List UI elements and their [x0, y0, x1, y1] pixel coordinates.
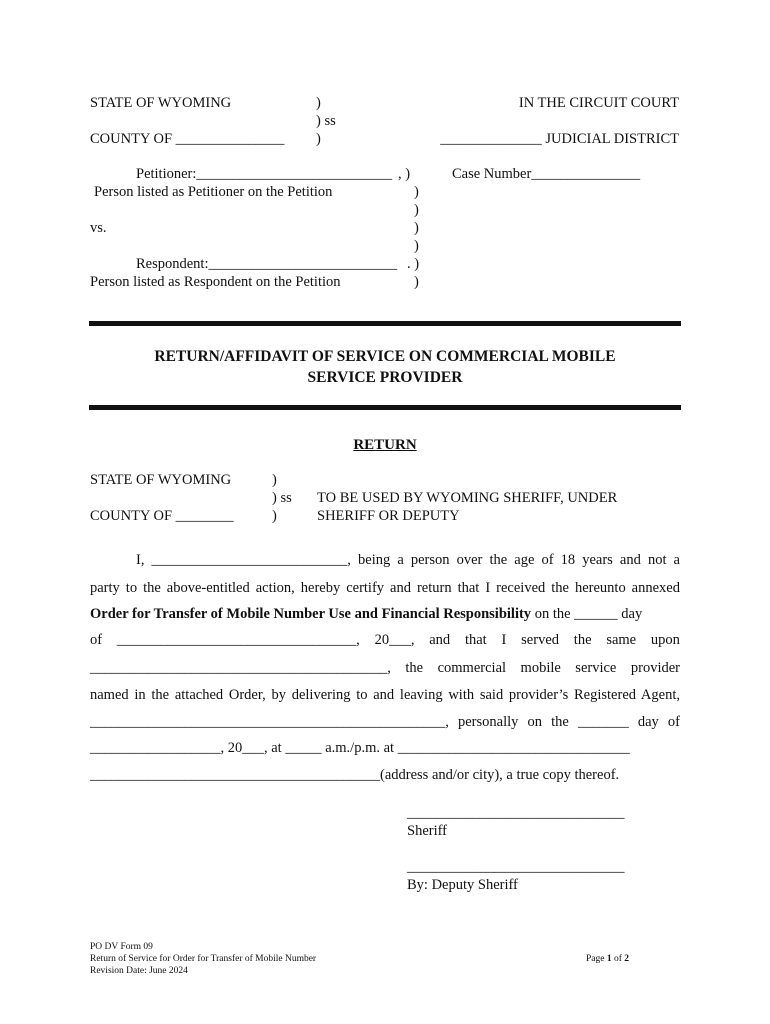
sheriff-label: Sheriff: [407, 823, 448, 839]
state-label: STATE OF WYOMING: [90, 95, 232, 111]
body-line-7: _________________________________________________, personally on the _______ day of: [90, 714, 680, 730]
top-rule: [89, 321, 681, 326]
ss-label: ) ss: [316, 113, 336, 129]
judicial-district: ______________ JUDICIAL DISTRICT: [440, 131, 679, 147]
body-line-4: [90, 633, 680, 648]
caption-paren: ): [414, 274, 419, 290]
order-title: Order for Transfer of Mobile Number Use and Financial Responsibility: [90, 606, 532, 622]
word: and: [429, 632, 451, 648]
return-note-line1: TO BE USED BY WYOMING SHERIFF, UNDER: [317, 490, 618, 506]
page-number: 1: [606, 954, 612, 964]
caption-paren: ): [316, 95, 321, 111]
form-title-line1: RETURN/AFFIDAVIT OF SERVICE ON COMMERCIAL MOBILE: [154, 348, 616, 365]
page-prefix: Page: [586, 954, 607, 964]
body-line-6: named in the attached Order, by delivering to and leaving with said provider’s Registered Agent,: [90, 687, 680, 703]
word: the: [573, 632, 592, 648]
word: of: [90, 632, 103, 648]
respondent-sub: Person listed as Respondent on the Petition: [90, 274, 341, 290]
body-line-3-rest: on the ______ day: [531, 606, 643, 622]
word: served: [521, 632, 559, 648]
return-county: COUNTY OF ________: [90, 508, 234, 524]
caption-paren: ): [414, 184, 419, 200]
body-line-3: [90, 607, 642, 622]
word: that: [464, 632, 487, 648]
return-note-line2: SHERIFF OR DEPUTY: [317, 508, 460, 524]
court-name: IN THE CIRCUIT COURT: [518, 95, 679, 111]
footer-form: PO DV Form 09: [90, 942, 153, 952]
word: 20___,: [374, 632, 415, 648]
word: same: [606, 632, 637, 648]
deputy-signature-line: ______________________________: [407, 859, 625, 875]
body-line-2: party to the above-entitled action, hereby certify and return that I received the hereunto annexed: [90, 580, 680, 596]
word: I: [501, 632, 507, 648]
form-title-line2: SERVICE PROVIDER: [307, 369, 463, 386]
body-line-5: _________________________________________, the commercial mobile service provider: [90, 660, 680, 676]
petitioner-blank: ___________________________: [196, 166, 393, 182]
case-number: Case Number_______________: [452, 166, 641, 182]
caption-paren: ): [414, 202, 419, 218]
caption-paren: ): [414, 238, 419, 254]
return-paren: ): [272, 508, 277, 524]
return-paren: ): [272, 472, 277, 488]
body-line-8: __________________, 20___, at _____ a.m./p.m. at ________________________________: [90, 740, 630, 756]
respondent-line: [136, 257, 397, 272]
respondent-tail: . ): [407, 256, 420, 272]
petitioner-sub: Person listed as Petitioner on the Petition: [94, 184, 333, 200]
respondent-label: Respondent:: [136, 256, 209, 272]
deputy-label: By: Deputy Sheriff: [407, 877, 518, 893]
page-of: of: [611, 954, 625, 964]
body-line-9: ________________________________________(address and/or city), a true copy thereof.: [90, 767, 620, 783]
blank: _________________________________,: [116, 632, 360, 648]
sheriff-signature-line: ______________________________: [407, 805, 625, 821]
county-label: COUNTY OF _______________: [90, 131, 285, 147]
return-state: STATE OF WYOMING: [90, 472, 232, 488]
page-total: 2: [624, 954, 630, 964]
body-line-1: I, ___________________________, being a person over the age of 18 years and not a: [136, 552, 680, 568]
caption-paren: ): [414, 220, 419, 236]
petitioner-label: Petitioner:: [136, 166, 197, 182]
return-ss: ) ss: [272, 490, 292, 506]
petitioner-tail: , ): [398, 166, 411, 182]
respondent-blank: __________________________: [208, 256, 397, 272]
footer-revision: Revision Date: June 2024: [90, 966, 188, 976]
caption-paren: ): [316, 131, 321, 147]
return-heading: RETURN: [353, 437, 417, 453]
vs-label: vs.: [90, 220, 107, 236]
petitioner-line: [136, 167, 392, 182]
bottom-rule: [89, 405, 681, 410]
word: upon: [650, 632, 680, 648]
footer-desc: Return of Service for Order for Transfer of Mobile Number: [90, 954, 317, 964]
page-indicator: [586, 955, 629, 965]
